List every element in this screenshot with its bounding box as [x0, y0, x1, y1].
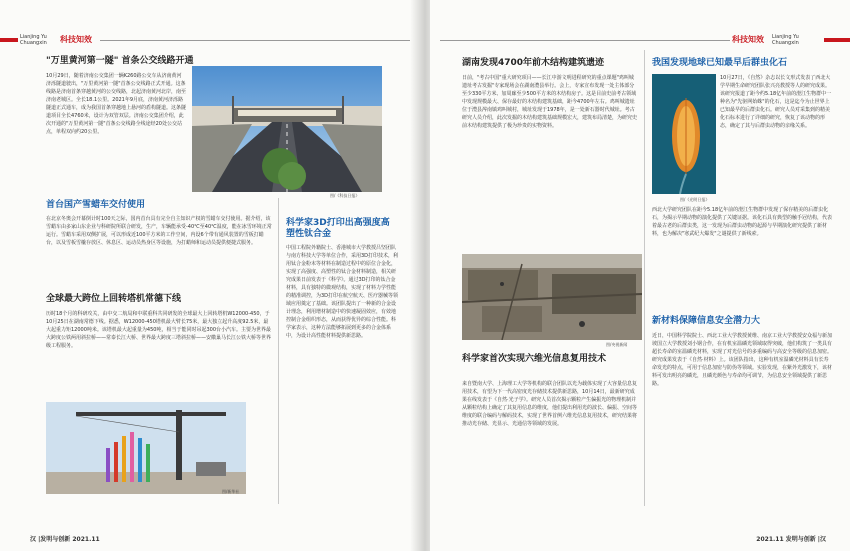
left-footer: 汉 |发明与创新 2021.11 — [30, 536, 100, 543]
left-article1-text: 10月29日，随着济南公交集团一辆K260路公交车从济南黄河济泺隧道驶出，"万里黄河第一隧"首条公交线路正式开通。这条线路是济南首条穿越黄河的公交线路，北起济南黄河北岸，南至济南老城区。全长18.1公里。2021年9月底，济南黄河济泺路隧道正式通车，成为我国首条穿越地上悬河的盾构隧道。这条隧道项目全长4760米，设计为双管双层。济南公交集团介绍，此次开通的"万里黄河第一隧"首条公交线路全线途经20处公交站点，单程双向约20公里。 — [46, 73, 186, 135]
right-article2-text: 来自暨南大学、上海理工大学等机构的联合团队以光为载体实现了大容量信息复用技术，有望为下一代高密度光存储技术提供新思路，10月14日，最新研究成果在线发表于《自然·光子学》。研究人员首次揭示颗粒产生偏振光的物理机制并从颗粒结构上确定了其复用信息的维度，他们提出利用光的波长、偏振、空间等维度的联合编码与解码技术，实现了世界首例六维光信息复用技术，研究结果将推动光存储、光显示、光通信等领域的发展。 — [462, 381, 638, 427]
right-article3-caption: 图/《光明日报》 — [680, 197, 710, 202]
left-article4-title: 科学家3D打印出高强度高塑性钛合金 — [286, 218, 390, 239]
left-header-tag: 科技知效 — [60, 35, 92, 44]
left-article2-title: 首台国产雪蜡车交付使用 — [46, 200, 146, 210]
left-page — [0, 0, 420, 551]
crane-photo — [46, 402, 246, 494]
left-header-brand: Lianjing Yu Chuangxin — [20, 34, 47, 46]
left-article1-caption: 图/《科技日报》 — [330, 193, 360, 198]
right-column-divider — [644, 50, 645, 506]
right-article4-title: 新材料保障信息安全潜力大 — [652, 316, 761, 326]
excavation-photo — [462, 254, 642, 340]
left-column-divider — [278, 198, 279, 504]
right-page — [430, 0, 850, 551]
fossil-photo — [652, 74, 716, 194]
left-article2-text: 在北京冬奥会开幕倒计时100天之际，国内首台具有完全自主知识产权的雪蜡车交付使用。据介绍，该雪蜡车由多家山东企业与科研院所联合研发，生产，车辆能承受-40℃至40℃温度，能在冰雪环境正常运行。雪蜡车采用双侧扩展，可以形成近100平方米的工作空间，内设6个带有通风装置的雪板打蜡台，以及雪板雪橇存放区、休息区、运动员热身区等设施，为打蜡师和运动员提供便捷式服务。 — [46, 216, 272, 246]
right-article2-title: 科学家首次实现六维光信息复用技术 — [462, 354, 607, 364]
right-article3-text2: 西北大学研究团队在距今5.18亿年前的澄江生物群中发现了保存精美的后群虫化石，为揭示早期动物的演化提供了关键证据。该化石具有典型的触手冠结构，代表着最古老的后群虫类，这一发现为后群虫动物的起源与早期演化研究提供了新材料，也为解决"寒武纪大爆发"之谜提供了新线索。 — [652, 207, 832, 237]
right-article1-text: 日前，"考古中国"重大研究项目——长江中游文明进程研究的重点课题"鸡叫城遗址考古发掘"专家现场会在湖南澧县举行。会上，专家宣布发现一处主体部分至少330平方米、加周廊至少500平方米的木结构房子。这是目前史前考古领域中发现规模最大、保存最好的木结构建筑基础，距今4700年左右。鸡叫城遗址位于澧县涔南镇鸡叫城村，城址发现于1978年，是一处新石器时代城址。考古研究人员介绍，此次发掘的木结构建筑基础规模宏大，建筑布局清楚，为研究史前木结构建筑提供了极为珍贵的实物资料。 — [462, 75, 638, 129]
right-header — [430, 34, 850, 46]
right-article1-caption: 图/央视新闻 — [606, 342, 628, 347]
left-header — [0, 34, 420, 46]
right-article3-text: 10月27日，《自然》杂志以长文形式发表了西北大学早期生命研究团队张兴亮教授等人的研究成果。该研究报道了距今约5.18亿年前的澄江生物群中一种名为"先驱网始蛛"的化石，这是迄今为止世界上已知最早的后群虫化石。研究人员对采集到的精美化石标本进行了详细的研究，恢复了该动物的形态，确定了其与后群虫动物的亲缘关系。 — [720, 75, 832, 129]
left-header-rule — [100, 40, 410, 41]
right-footer: 2021.11 发明与创新 |汉 — [756, 536, 826, 543]
right-article4-text: 近日，中国科学院院士、西北工业大学教授黄维、南京工业大学教授安众福与新加坡国立大学教授刘小钢合作，在有机室温磷光领域取得突破，他们构筑了一类具有超长寿命的室温磷光材料，实现了对光信号的多重编码与高安全等级的信息加密。研究成果发表于《自然·材料》上。该团队指出，这种有机室温磷光材料具有长寿命发光的特点，可用于信息加密与防伪等领域。实验发现，在紫外光激发下，该材料可发出明亮的磷光，且磷光颜色与寿命均可调节，为信息安全领域提供了新思路。 — [652, 333, 832, 387]
right-header-rule — [440, 40, 730, 41]
left-article3-title: 全球最大跨位上回转塔机常德下线 — [46, 294, 182, 304]
left-header-bar — [0, 38, 18, 42]
right-header-brand: Lianjing Yu Chuangxin — [772, 34, 799, 46]
left-article4-text: 中国工程院外籍院士、香港城市大学教授吕坚团队与南方科技大学等单位合作，采用3D打印技术，利用钛合金粉末等材料在制造过程中的原位合金化，实现了高强度、高塑性的钛合金材料制造，相关研究成果日前发表于《科学》。通过3D打印的钛合金材料，具有独特的微观结构，实现了材料力学性能的精准调控，为3D打印在航空航天、医疗器械等领域应用奠定了基础。该团队提出了一种新的合金设计理念，利用增材制造中的快速凝固效应，有效地控制合金组织形态，从而获得优异的综合性能。科学家表示，这种方法能够拓展到更多的合金体系中，为设计高性能材料提供新思路。 — [286, 245, 399, 339]
left-article1-title: "万里黄河第一隧" 首条公交线路开通 — [46, 56, 194, 66]
tunnel-photo — [192, 66, 382, 192]
right-header-tag: 科技知效 — [732, 35, 764, 44]
right-header-bar — [824, 38, 850, 42]
left-article3-text: 历时18个月的科研攻关，由中交二航局和中联重科共同研发的全球最大上回转塔机W12000-450，于10月25日在湖南常德下线。据悉，W12000-450塔机最大臂长75米，最大独立起升高度92.5米，最大起重力矩12000吨米。该塔机最大起重量为450吨，相当于能同时吊起300台小汽车。主要为世界最大跨度公铁两用斜拉桥——常泰长江大桥、世界最大跨度三塔斜拉桥——安徽巢马长江公铁大桥等世界级工程服务。 — [46, 311, 272, 349]
left-article3-caption: 图/新华社 — [222, 489, 240, 494]
right-article3-title: 我国发现地球已知最早后群虫化石 — [652, 58, 788, 68]
right-article1-title: 湖南发现4700年前木结构建筑遗迹 — [462, 58, 605, 68]
